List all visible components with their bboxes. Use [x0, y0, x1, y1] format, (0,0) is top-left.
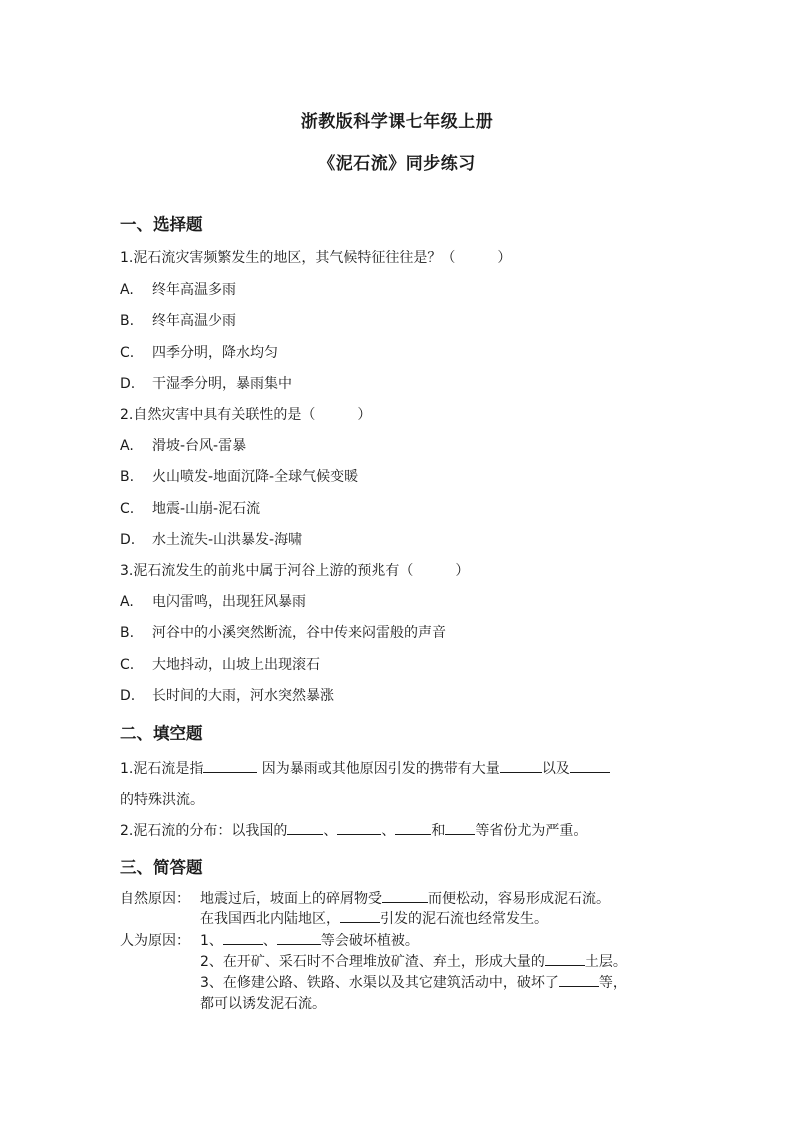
section-heading-choice: 一、选择题	[120, 215, 203, 234]
option-letter: A.	[120, 594, 134, 610]
answer-text: 土层。	[584, 954, 627, 970]
option-text: 长时间的大雨，河水突然暴涨	[152, 688, 334, 704]
answer-blank[interactable]	[500, 758, 542, 773]
option-letter: D.	[120, 688, 136, 704]
answer-text: 等会破坏植被。	[320, 933, 419, 949]
option-c	[120, 342, 278, 362]
human-cause-line-3	[200, 972, 627, 992]
option-c	[120, 498, 260, 518]
option-text: 电闪雷鸣，出现狂风暴雨	[152, 594, 306, 610]
option-letter: C.	[120, 657, 135, 673]
option-text: 地震-山崩-泥石流	[152, 501, 261, 517]
page-subtitle: 《泥石流》同步练习	[318, 154, 476, 174]
option-text: 终年高温多雨	[152, 282, 236, 298]
option-text: 水土流失-山洪暴发-海啸	[152, 532, 303, 548]
human-cause-label: 人为原因：	[120, 933, 190, 949]
option-text: 干湿季分明，暴雨集中	[152, 376, 292, 392]
option-d	[120, 685, 334, 705]
answer-text: 引发的泥石流也经常发生。	[380, 911, 548, 927]
answer-text: 1、	[200, 933, 223, 949]
fill-text: 1.泥石流是指	[120, 761, 204, 777]
option-letter: B.	[120, 313, 135, 329]
answer-blank[interactable]	[340, 908, 380, 923]
fill-text: 因为暴雨或其他原因引发的携带有大量	[257, 761, 500, 777]
answer-blank[interactable]	[382, 888, 428, 903]
option-text: 河谷中的小溪突然断流，谷中传来闷雷般的声音	[152, 625, 446, 641]
answer-text: 而便松动，容易形成泥石流。	[428, 891, 610, 907]
natural-cause-label: 自然原因：	[120, 891, 190, 907]
option-letter: C.	[120, 501, 135, 517]
human-cause-line-1	[200, 930, 419, 950]
option-b	[120, 622, 446, 642]
option-letter: A.	[120, 438, 134, 454]
answer-text: 、	[262, 933, 277, 949]
answer-blank[interactable]	[559, 972, 599, 987]
option-letter: D.	[120, 376, 136, 392]
question-stem: 3.泥石流发生的前兆中属于河谷上游的预兆有（ ）	[120, 563, 470, 579]
option-text: 滑坡-台风-雷暴	[152, 438, 247, 454]
option-letter: D.	[120, 532, 136, 548]
answer-text: 地震过后，坡面上的碎屑物受	[200, 891, 382, 907]
option-letter: C.	[120, 345, 135, 361]
option-letter: A.	[120, 282, 134, 298]
answer-blank[interactable]	[545, 951, 585, 966]
fill-question-1-cont: 的特殊洪流。	[120, 792, 204, 808]
option-letter: B.	[120, 469, 135, 485]
option-text: 终年高温少雨	[152, 313, 236, 329]
answer-blank[interactable]	[277, 930, 321, 945]
answer-blank[interactable]	[223, 930, 263, 945]
fill-text: 、	[323, 823, 338, 839]
answer-text: 在我国西北内陆地区，	[200, 911, 340, 927]
option-text: 大地抖动，山坡上出现滚石	[152, 657, 320, 673]
option-a	[120, 591, 306, 611]
page-title: 浙教版科学课七年级上册	[300, 112, 494, 132]
option-c	[120, 654, 320, 674]
answer-text: 3、在修建公路、铁路、水渠以及其它建筑活动中，破坏了	[200, 975, 559, 991]
fill-text: 2.泥石流的分布：以我国的	[120, 823, 288, 839]
option-text: 四季分明，降水均匀	[152, 345, 278, 361]
fill-question-1	[120, 758, 610, 778]
option-letter: B.	[120, 625, 135, 641]
fill-text: 和	[431, 823, 446, 839]
option-text: 火山喷发-地面沉降-全球气候变暖	[152, 469, 359, 485]
human-cause-line-2	[200, 951, 627, 971]
answer-blank[interactable]	[203, 758, 257, 773]
fill-question-2	[120, 820, 587, 840]
fill-text: 等省份尤为严重。	[475, 823, 588, 839]
natural-cause-line-1	[200, 888, 610, 908]
option-b	[120, 466, 358, 486]
fill-text: 、	[381, 823, 396, 839]
option-a	[120, 279, 236, 299]
answer-blank[interactable]	[395, 820, 431, 835]
natural-cause-line-2	[200, 908, 548, 928]
option-a	[120, 435, 246, 455]
answer-blank[interactable]	[570, 758, 610, 773]
question-stem: 2.自然灾害中具有关联性的是（ ）	[120, 407, 372, 423]
answer-blank[interactable]	[287, 820, 323, 835]
answer-blank[interactable]	[445, 820, 475, 835]
answer-text: 2、在开矿、采石时不合理堆放矿渣、弃土，形成大量的	[200, 954, 545, 970]
option-b	[120, 310, 236, 330]
section-heading-short-answer: 三、简答题	[120, 858, 203, 877]
question-stem: 1.泥石流灾害频繁发生的地区，其气候特征往往是？（ ）	[120, 250, 512, 266]
option-d	[120, 529, 302, 549]
human-cause-line-4: 都可以诱发泥石流。	[200, 996, 326, 1012]
fill-text: 以及	[541, 761, 570, 777]
section-heading-fill: 二、填空题	[120, 724, 203, 743]
option-d	[120, 373, 292, 393]
answer-text: 等，	[598, 975, 627, 991]
answer-blank[interactable]	[337, 820, 381, 835]
